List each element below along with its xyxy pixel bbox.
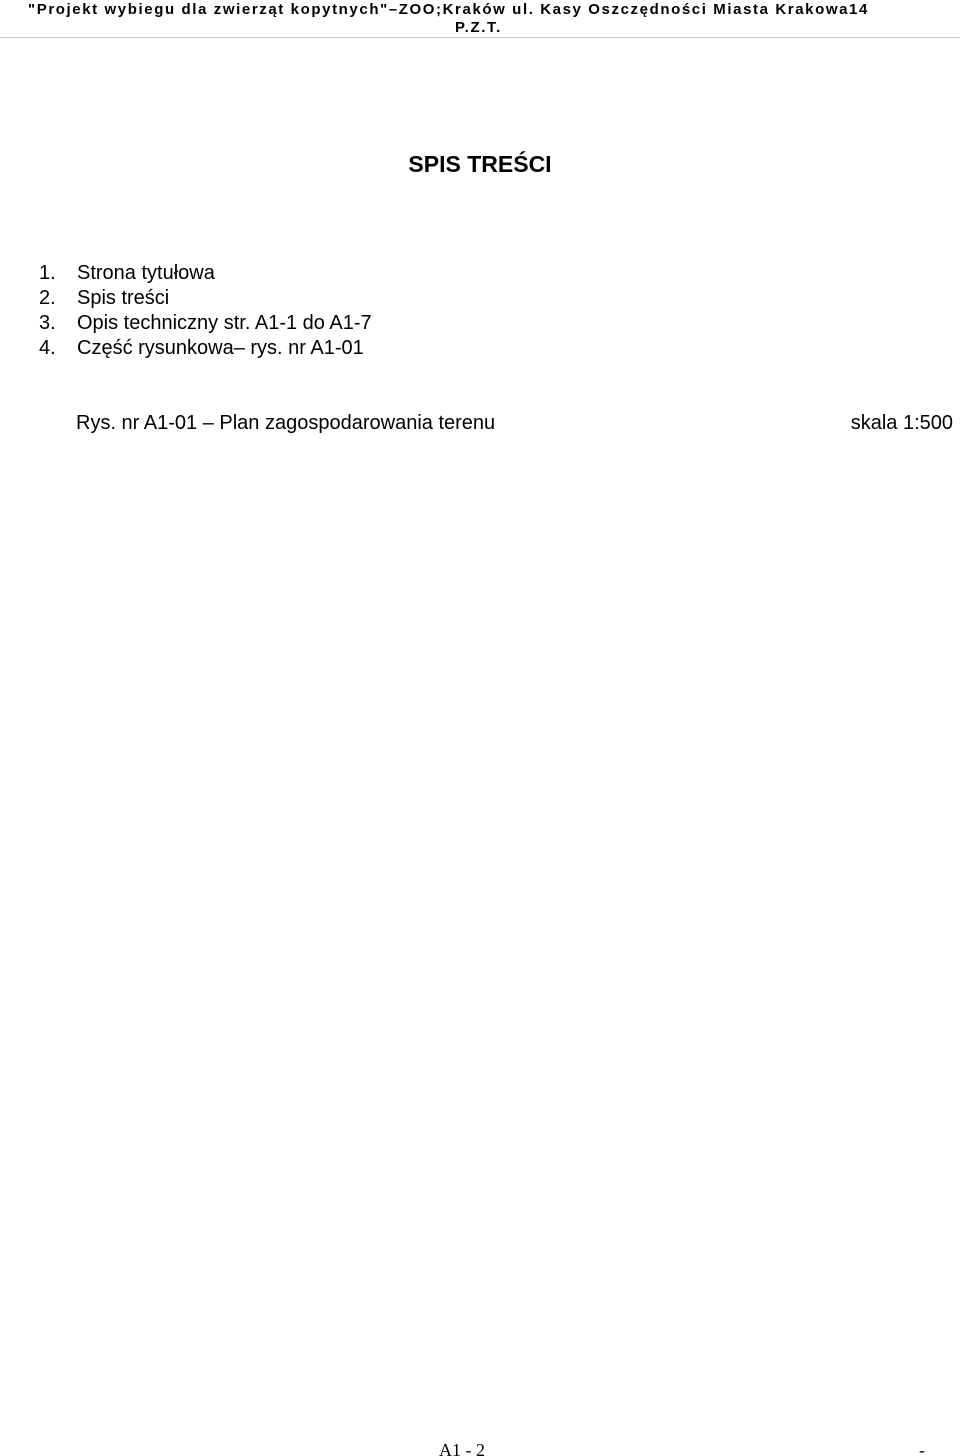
drawing-scale: skala 1:500 (850, 412, 953, 434)
drawing-title: Rys. nr A1-01 – Plan zagospodarowania terenu (76, 412, 496, 434)
page-title: SPIS TREŚCI (408, 151, 552, 177)
toc-item (39, 311, 372, 336)
drawing-list-row (76, 412, 956, 438)
footer-dash: - (919, 1440, 925, 1456)
toc-item-label: Strona tytułowa (77, 262, 215, 284)
toc-item-number: 2. (39, 287, 56, 309)
page-header (0, 0, 960, 38)
toc-item-label: Opis techniczny str. A1-1 do A1-7 (77, 312, 372, 334)
toc-item (39, 261, 372, 286)
toc-item-label: Spis treści (77, 287, 170, 309)
toc-item (39, 286, 372, 311)
header-document-code: P.Z.T. (455, 19, 502, 36)
toc-item-number: 3. (39, 312, 56, 334)
header-project-title: "Projekt wybiegu dla zwierząt kopytnych"–ZOO;Kraków ul. Kasy Oszczędności Miasta Krakowa14 (28, 1, 869, 18)
page-number: A1 - 2 (439, 1440, 485, 1456)
toc-item-number: 4. (39, 337, 56, 359)
toc-item (39, 336, 372, 361)
toc-item-number: 1. (39, 262, 56, 284)
toc-item-label: Część rysunkowa– rys. nr A1-01 (77, 337, 364, 359)
table-of-contents (39, 261, 372, 361)
